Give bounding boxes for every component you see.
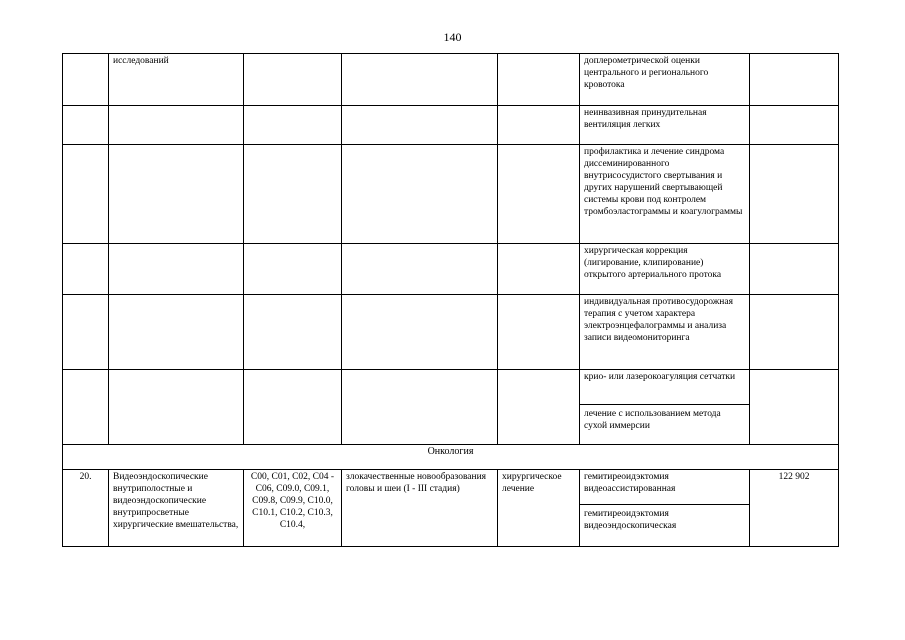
treatment-method-cell: профилактика и лечение синдрома диссеминированного внутрисосудистого свертывания и других нарушений свертывающей системы крови под контролем тромбоэластограммы и коагулограммы: [580, 145, 750, 244]
treatment-type-cell: [498, 145, 580, 244]
table-row: [63, 295, 839, 370]
medical-care-table: [62, 53, 839, 547]
procedure-cell: [109, 106, 244, 145]
page-number: 140: [443, 30, 462, 44]
procedure-cell: Видеоэндоскопические внутриполостные и видеоэндоскопические внутрипросветные хирургические вмешательства,: [109, 470, 244, 547]
price-cell: [750, 145, 839, 244]
table-row: [63, 54, 839, 106]
treatment-method-item: крио- или лазерокоагуляция сетчатки: [584, 372, 736, 382]
treatment-method-item: лечение с использованием метода сухой иммерсии: [580, 404, 749, 432]
icd-codes-cell: [244, 145, 342, 244]
treatment-type-cell: хирургическое лечение: [498, 470, 580, 547]
row-number-cell: [63, 106, 109, 145]
section-title: Онкология: [63, 445, 839, 470]
treatment-method-cell: хирургическая коррекция (лигирование, клипирование) открытого артериального протока: [580, 244, 750, 295]
patient-model-cell: [342, 54, 498, 106]
patient-model-cell: [342, 106, 498, 145]
price-cell: 122 902: [750, 470, 839, 547]
icd-codes-cell: [244, 295, 342, 370]
treatment-method-cell: [580, 370, 750, 445]
treatment-method-cell: [580, 470, 750, 547]
section-header-row: [63, 445, 839, 470]
price-cell: [750, 244, 839, 295]
treatment-type-cell: [498, 54, 580, 106]
icd-codes-cell: [244, 54, 342, 106]
price-cell: [750, 54, 839, 106]
row-number-cell: [63, 295, 109, 370]
table-row: [63, 145, 839, 244]
icd-codes-cell: [244, 370, 342, 445]
treatment-type-cell: [498, 295, 580, 370]
patient-model-cell: [342, 370, 498, 445]
price-cell: [750, 106, 839, 145]
icd-codes-cell: [244, 244, 342, 295]
row-number-cell: 20.: [63, 470, 109, 547]
procedure-cell: [109, 244, 244, 295]
treatment-type-cell: [498, 106, 580, 145]
icd-codes-cell: [244, 106, 342, 145]
procedure-cell: исследований: [109, 54, 244, 106]
icd-codes-cell: C00, C01, C02, C04 - C06, C09.0, C09.1, C09.8, C09.9, C10.0, C10.1, C10.2, C10.3, C10.4,: [244, 470, 342, 547]
procedure-cell: [109, 370, 244, 445]
treatment-method-cell: неинвазивная принудительная вентиляция легких: [580, 106, 750, 145]
treatment-method-item: гемитиреоидэктомия видеоэндоскопическая: [580, 504, 749, 532]
patient-model-cell: [342, 244, 498, 295]
patient-model-cell: злокачественные новообразования головы и шеи (I - III стадия): [342, 470, 498, 547]
price-cell: [750, 295, 839, 370]
row-number-cell: [63, 244, 109, 295]
patient-model-cell: [342, 145, 498, 244]
row-number-cell: [63, 54, 109, 106]
treatment-type-cell: [498, 244, 580, 295]
table-row: [63, 106, 839, 145]
treatment-method-cell: индивидуальная противосудорожная терапия с учетом характера электроэнцефалограммы и анализа записи видеомониторинга: [580, 295, 750, 370]
table-row: [63, 244, 839, 295]
price-cell: [750, 370, 839, 445]
table-row: [63, 470, 839, 547]
procedure-cell: [109, 295, 244, 370]
row-number-cell: [63, 370, 109, 445]
treatment-method-item: гемитиреоидэктомия видеоассистированная: [584, 472, 676, 494]
table-row: [63, 370, 839, 445]
row-number-cell: [63, 145, 109, 244]
procedure-cell: [109, 145, 244, 244]
patient-model-cell: [342, 295, 498, 370]
treatment-type-cell: [498, 370, 580, 445]
treatment-method-cell: доплерометрической оценки центрального и регионального кровотока: [580, 54, 750, 106]
